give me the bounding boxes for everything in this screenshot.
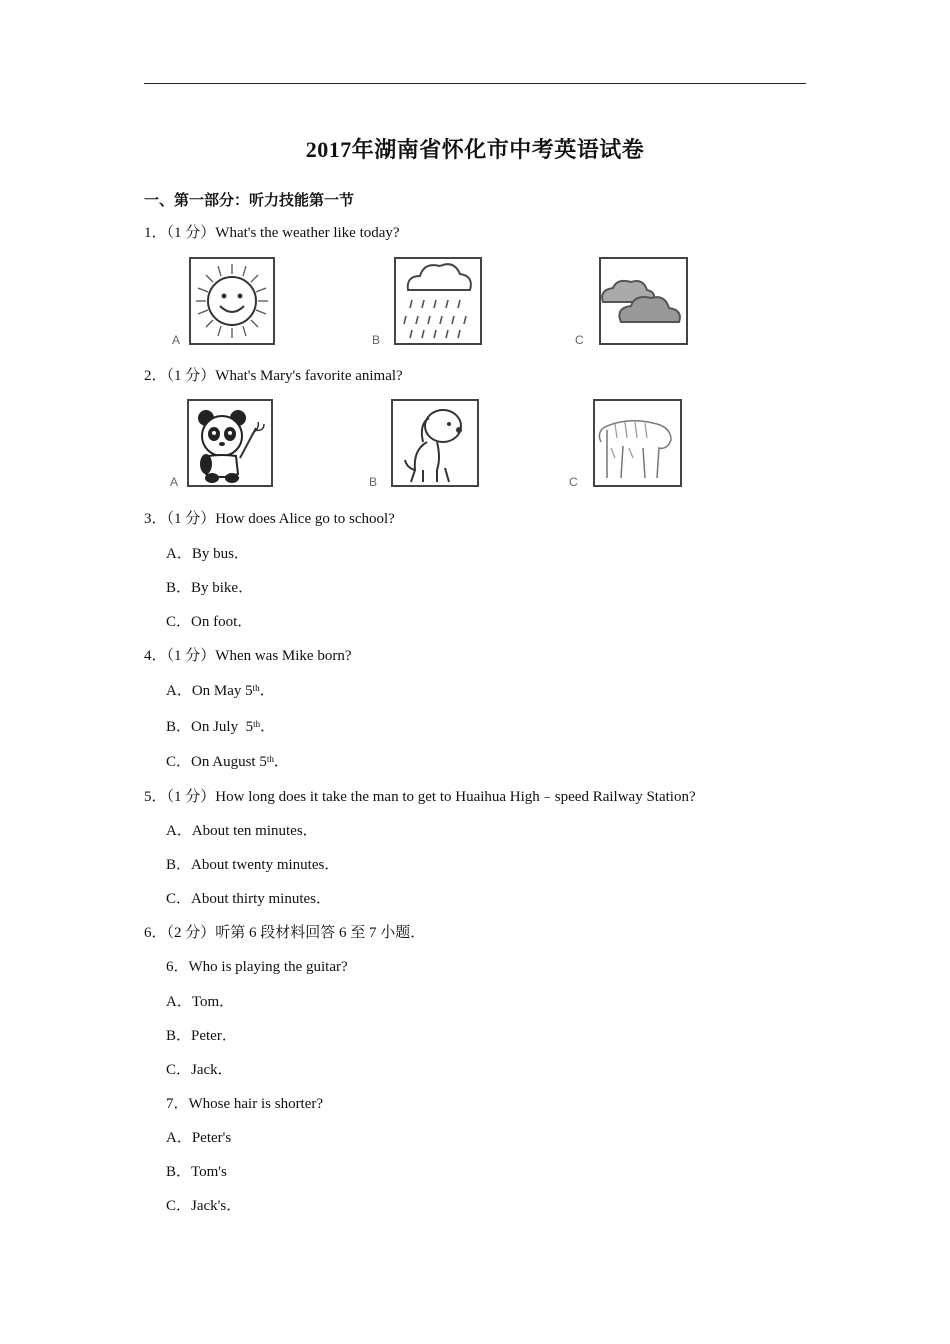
q6-subquestion-7: 7．Whose hair is shorter? [166, 1096, 324, 1112]
rain-cloud-icon [370, 256, 485, 348]
q4-option-b[interactable]: B．On July 5th． [166, 719, 276, 735]
q5-option-c[interactable]: C．About thirty minutes． [166, 891, 332, 907]
q7-option-b[interactable]: B．Tom's [166, 1164, 227, 1180]
question-2: 2．（1 分）What's Mary's favorite animal? [144, 368, 403, 384]
panda-icon [168, 398, 276, 490]
q3-option-a[interactable]: A．By bus． [166, 546, 249, 562]
svg-text:B: B [372, 333, 381, 347]
q2-picture-a[interactable] [168, 398, 276, 490]
tiger-icon [567, 398, 685, 490]
q3-option-b[interactable]: B．By bike． [166, 580, 254, 596]
page-title: 2017年湖南省怀化市中考英语试卷 [305, 137, 645, 162]
svg-text:B: B [369, 475, 378, 489]
svg-text:C: C [575, 333, 584, 347]
q6-option-b[interactable]: B．Peter． [166, 1028, 237, 1044]
section-heading: 一、第一部分：听力技能第一节 [144, 193, 355, 209]
q2-picture-b[interactable] [367, 398, 482, 490]
sun-icon [170, 256, 278, 348]
dog-icon [367, 398, 482, 490]
q7-option-c[interactable]: C．Jack's． [166, 1198, 242, 1214]
q6-option-a[interactable]: A．Tom． [166, 994, 235, 1010]
q6-option-c[interactable]: C．Jack． [166, 1062, 233, 1078]
question-5: 5．（1 分）How long does it take the man to get to Huaihua High﹣speed Railway Station? [144, 789, 696, 805]
question-4: 4．（1 分）When was Mike born? [144, 648, 352, 664]
question-6: 6．（2 分）听第 6 段材料回答 6 至 7 小题． [144, 925, 426, 941]
svg-text:A: A [170, 475, 179, 489]
q1-picture-a[interactable] [170, 256, 278, 348]
q2-picture-c[interactable] [567, 398, 685, 490]
svg-text:C: C [569, 475, 578, 489]
q7-option-a[interactable]: A．Peter's [166, 1130, 232, 1146]
q3-option-c[interactable]: C．On foot． [166, 614, 253, 630]
q4-option-c[interactable]: C．On August 5th． [166, 754, 289, 770]
question-1: 1．（1 分）What's the weather like today? [144, 225, 400, 241]
q1-picture-b[interactable] [370, 256, 485, 348]
q4-option-a[interactable]: A．On May 5th． [166, 683, 275, 699]
question-3: 3．（1 分）How does Alice go to school? [144, 511, 395, 527]
q5-option-a[interactable]: A．About ten minutes． [166, 823, 318, 839]
q1-picture-c[interactable] [573, 256, 691, 348]
q6-subquestion-6: 6．Who is playing the guitar? [166, 959, 348, 975]
header-rule [144, 83, 806, 84]
q5-option-b[interactable]: B．About twenty minutes． [166, 857, 340, 873]
cloudy-icon [573, 256, 691, 348]
svg-text:A: A [172, 333, 181, 347]
